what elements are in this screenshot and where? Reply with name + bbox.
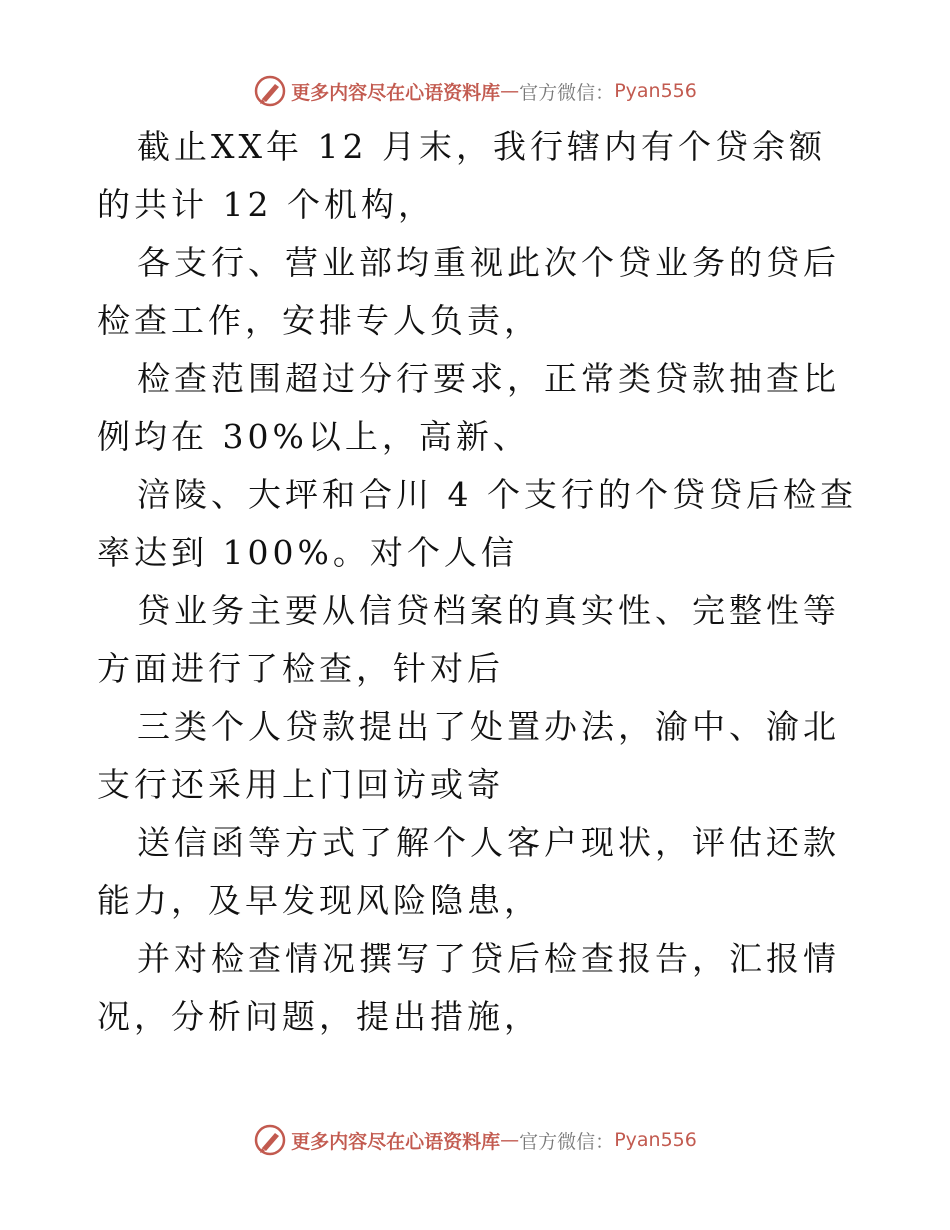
paragraph: 贷业务主要从信贷档案的真实性、完整性等方面进行了检查，针对后: [97, 591, 840, 688]
pen-logo-icon: [253, 74, 287, 108]
banner-wechat-label: 官方微信：: [519, 1130, 615, 1153]
paragraph: 三类个人贷款提出了处置办法，渝中、渝北支行还采用上门回访或寄: [97, 707, 840, 804]
paragraph: 检查范围超过分行要求，正常类贷款抽查比例均在 30%以上，高新、: [97, 359, 840, 456]
pen-logo-icon: [253, 1123, 287, 1157]
banner-text: 更多内容尽在心语资料库: [291, 81, 501, 104]
banner-dash: —: [500, 1129, 520, 1151]
footer-watermark: [0, 1120, 950, 1160]
paragraph: 各支行、营业部均重视此次个贷业务的贷后检查工作，安排专人负责，: [97, 243, 840, 340]
banner-text: 更多内容尽在心语资料库: [291, 1130, 501, 1153]
banner-dash: —: [500, 80, 520, 102]
banner-wechat-id: Pyan556: [614, 1129, 697, 1151]
header-watermark: [0, 71, 950, 111]
paragraph: 截止XX年 12 月末，我行辖内有个贷余额的共计 12 个机构，: [97, 127, 826, 224]
document-body: [97, 118, 857, 1046]
paragraph: 涪陵、大坪和合川 4 个支行的个贷贷后检查率达到 100%。对个人信: [97, 475, 857, 572]
paragraph: 送信函等方式了解个人客户现状，评估还款能力，及早发现风险隐患，: [97, 823, 840, 920]
banner-wechat-id: Pyan556: [614, 80, 697, 102]
paragraph: 并对检查情况撰写了贷后检查报告，汇报情况，分析问题，提出措施，: [97, 939, 840, 1036]
banner-wechat-label: 官方微信：: [519, 81, 615, 104]
